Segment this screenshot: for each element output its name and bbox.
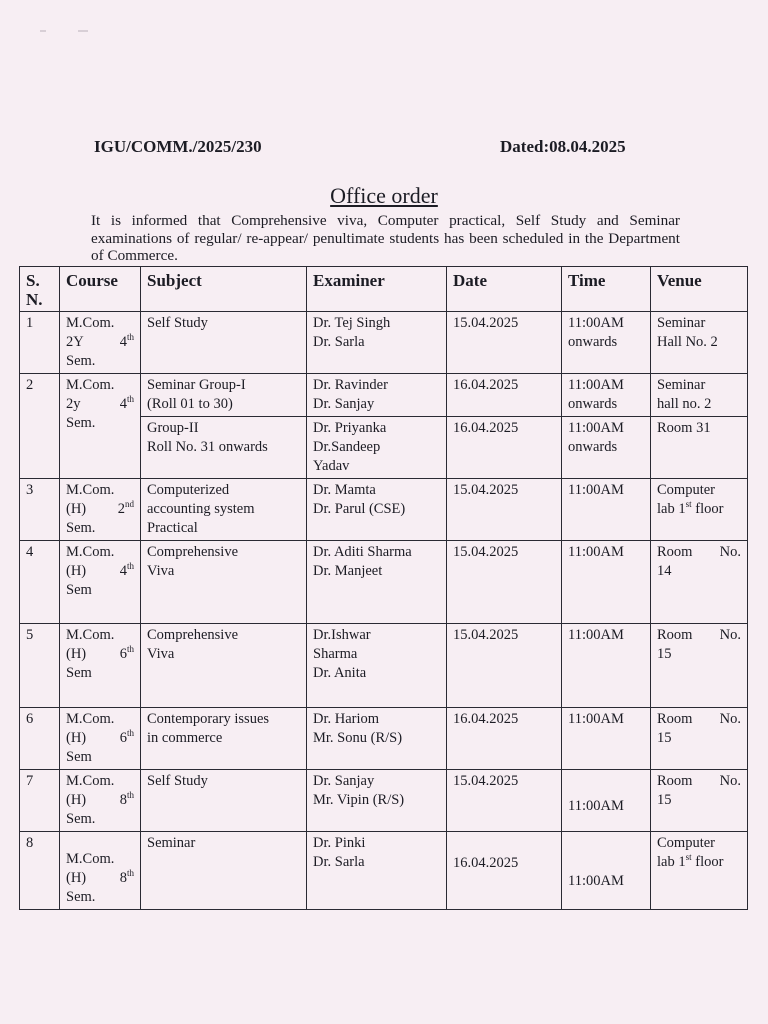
row-time: 11:00AM [562,832,651,910]
table-row [20,479,748,541]
header-time: Time [562,267,651,312]
row-examiner: Dr. Aditi Sharma Dr. Manjeet [307,541,447,624]
row-course: M.Com. (H) 6th Sem [60,708,141,770]
row-date: 16.04.2025 [447,832,562,910]
row-time: 11:00AM onwards [562,312,651,374]
row-venue: Room No. 15 [651,708,748,770]
row-venue: Computer lab 1st floor [651,832,748,910]
row-sn: 3 [20,479,60,541]
row-examiner: Dr. Ravinder Dr. Sanjay [307,374,447,417]
row-venue: Seminar hall no. 2 [651,374,748,417]
table-row [20,708,748,770]
row-venue: Computer lab 1st floor [651,479,748,541]
row-subject: Group-II Roll No. 31 onwards [141,417,307,479]
row-course: M.Com. 2Y 4th Sem. [60,312,141,374]
row-course: M.Com. (H) 8th Sem. [60,770,141,832]
scan-mark-graphic [40,30,90,32]
row-venue: Room 31 [651,417,748,479]
row-examiner: Dr. Mamta Dr. Parul (CSE) [307,479,447,541]
row-sn: 7 [20,770,60,832]
row-sn: 8 [20,832,60,910]
row-subject: Seminar [141,832,307,910]
intro-paragraph: It is informed that Comprehensive viva, Computer practical, Self Study and Seminar examinations of regular/ re-appear/ penultimate students has been scheduled in the Department of Commerce. [91,212,680,264]
row-subject: Self Study [141,312,307,374]
row-time: 11:00AM onwards [562,374,651,417]
header-examiner: Examiner [307,267,447,312]
table-row [20,541,748,624]
row-course: M.Com. (H) 8th Sem. [60,832,141,910]
row-time: 11:00AM onwards [562,417,651,479]
row-examiner: Dr. Tej Singh Dr. Sarla [307,312,447,374]
page-title: Office order [330,183,438,208]
row-venue: Room No. 14 [651,541,748,624]
row-date: 16.04.2025 [447,374,562,417]
row-sn: 5 [20,624,60,708]
row-subject: Computerized accounting system Practical [141,479,307,541]
header-date: Date [447,267,562,312]
exam-schedule-table [19,266,748,910]
row-sn: 4 [20,541,60,624]
table-row [20,624,748,708]
row-subject: Seminar Group-I (Roll 01 to 30) [141,374,307,417]
row-time: 11:00AM [562,541,651,624]
row-sn: 6 [20,708,60,770]
row-venue: Room No. 15 [651,624,748,708]
header-course: Course [60,267,141,312]
row-examiner: Dr. Hariom Mr. Sonu (R/S) [307,708,447,770]
row-date: 15.04.2025 [447,541,562,624]
row-time: 11:00AM [562,770,651,832]
issue-date: Dated:08.04.2025 [500,137,626,156]
table-header-row [20,267,748,312]
row-time: 11:00AM [562,479,651,541]
row-subject: Self Study [141,770,307,832]
row-examiner: Dr. Sanjay Mr. Vipin (R/S) [307,770,447,832]
table-row [20,770,748,832]
table-row [20,374,748,417]
table-row [20,312,748,374]
header-venue: Venue [651,267,748,312]
header-subject: Subject [141,267,307,312]
row-sn: 2 [20,374,60,479]
row-course: M.Com. (H) 2nd Sem. [60,479,141,541]
row-date: 15.04.2025 [447,770,562,832]
table-row [20,832,748,910]
row-examiner: Dr. Pinki Dr. Sarla [307,832,447,910]
row-date: 15.04.2025 [447,624,562,708]
row-examiner: Dr.Ishwar Sharma Dr. Anita [307,624,447,708]
row-course: M.Com. (H) 4th Sem [60,541,141,624]
row-date: 16.04.2025 [447,708,562,770]
row-date: 16.04.2025 [447,417,562,479]
row-examiner: Dr. Priyanka Dr.Sandeep Yadav [307,417,447,479]
reference-number: IGU/COMM./2025/230 [94,137,262,156]
header-sn: S. N. [20,267,60,312]
row-venue: Seminar Hall No. 2 [651,312,748,374]
row-subject: Comprehensive Viva [141,541,307,624]
row-time: 11:00AM [562,624,651,708]
row-time: 11:00AM [562,708,651,770]
row-course: M.Com. 2y 4th Sem. [60,374,141,479]
row-course: M.Com. (H) 6th Sem [60,624,141,708]
row-subject: Contemporary issues in commerce [141,708,307,770]
row-date: 15.04.2025 [447,312,562,374]
row-sn: 1 [20,312,60,374]
row-subject: Comprehensive Viva [141,624,307,708]
row-venue: Room No. 15 [651,770,748,832]
row-date: 15.04.2025 [447,479,562,541]
